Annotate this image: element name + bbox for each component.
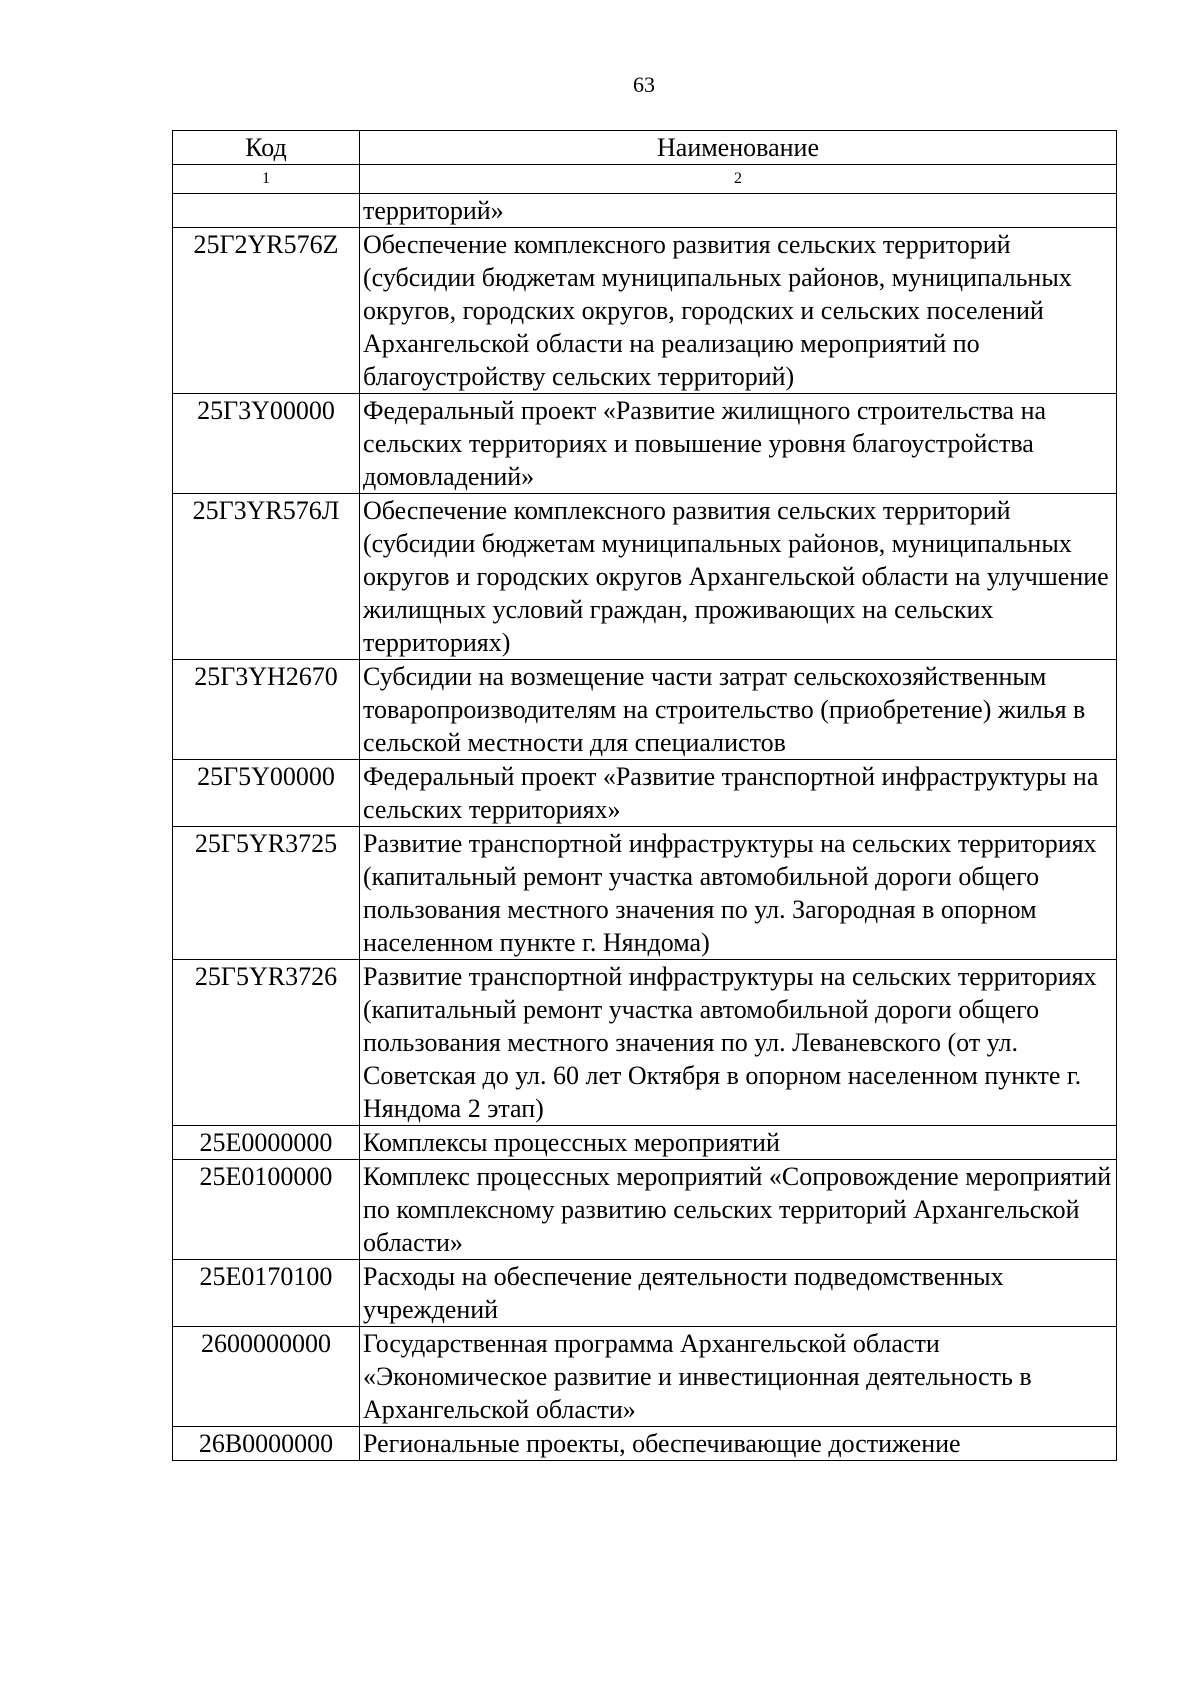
row-code: 25Е0000000 <box>173 1126 360 1160</box>
row-code: 25Е0170100 <box>173 1260 360 1327</box>
table-row <box>173 1260 1117 1327</box>
table-header-row <box>173 131 1117 165</box>
row-code: 25Г3YH2670 <box>173 660 360 760</box>
row-code: 25Г5YR3726 <box>173 960 360 1126</box>
row-code: 25Е0100000 <box>173 1160 360 1260</box>
table-row <box>173 827 1117 960</box>
table-row <box>173 228 1117 394</box>
page-number: 63 <box>633 72 655 97</box>
row-name: Обеспечение комплексного развития сельских территорий (субсидии бюджетам муниципальных районов, муниципальных округов и городских округов Архангельской области на улучшение жилищных условий граждан, проживающих на сельских территориях) <box>360 494 1117 660</box>
row-name: Комплекс процессных мероприятий «Сопровождение мероприятий по комплексному развитию сельских территорий Архангельской области» <box>360 1160 1117 1260</box>
row-name: Расходы на обеспечение деятельности подведомственных учреждений <box>360 1260 1117 1327</box>
row-name: Комплексы процессных мероприятий <box>360 1126 1117 1160</box>
row-name: Федеральный проект «Развитие транспортной инфраструктуры на сельских территориях» <box>360 760 1117 827</box>
table-row <box>173 1327 1117 1427</box>
table-row <box>173 760 1117 827</box>
table-row <box>173 960 1117 1126</box>
row-code: 25Г5Y00000 <box>173 760 360 827</box>
row-name: Обеспечение комплексного развития сельских территорий (субсидии бюджетам муниципальных районов, муниципальных округов, городских округов, городских и сельских поселений Архангельской области на реализацию мероприятий по благоустройству сельских территорий) <box>360 228 1117 394</box>
code-table <box>172 130 1117 1461</box>
table-row <box>173 494 1117 660</box>
table-row <box>173 660 1117 760</box>
row-code: 25Г5YR3725 <box>173 827 360 960</box>
row-code: 25Г3YR576Л <box>173 494 360 660</box>
row-name: Развитие транспортной инфраструктуры на сельских территориях (капитальный ремонт участка автомобильной дороги общего пользования местного значения по ул. Леваневского (от ул. Советская до ул. 60 лет Октября в опорном населенном пункте г. Няндома 2 этап) <box>360 960 1117 1126</box>
row-name: территорий» <box>360 194 1117 228</box>
row-code <box>173 194 360 228</box>
row-name: Развитие транспортной инфраструктуры на сельских территориях (капитальный ремонт участка автомобильной дороги общего пользования местного значения по ул. Загородная в опорном населенном пункте г. Няндома) <box>360 827 1117 960</box>
row-name: Государственная программа Архангельской области «Экономическое развитие и инвестиционная деятельность в Архангельской области» <box>360 1327 1117 1427</box>
row-name: Региональные проекты, обеспечивающие достижение <box>360 1427 1117 1461</box>
column-number-1: 1 <box>173 165 360 194</box>
row-name: Субсидии на возмещение части затрат сельскохозяйственным товаропроизводителям на строительство (приобретение) жилья в сельской местности для специалистов <box>360 660 1117 760</box>
row-code: 2600000000 <box>173 1327 360 1427</box>
header-name: Наименование <box>360 131 1117 165</box>
row-code: 26В0000000 <box>173 1427 360 1461</box>
column-number-row <box>173 165 1117 194</box>
header-code: Код <box>173 131 360 165</box>
row-code: 25Г3Y00000 <box>173 394 360 494</box>
row-code: 25Г2YR576Z <box>173 228 360 394</box>
column-number-2: 2 <box>360 165 1117 194</box>
table-row <box>173 1126 1117 1160</box>
row-name: Федеральный проект «Развитие жилищного строительства на сельских территориях и повышение уровня благоустройства домовладений» <box>360 394 1117 494</box>
table-row <box>173 394 1117 494</box>
table-row <box>173 1160 1117 1260</box>
table-row <box>173 1427 1117 1461</box>
table-row <box>173 194 1117 228</box>
